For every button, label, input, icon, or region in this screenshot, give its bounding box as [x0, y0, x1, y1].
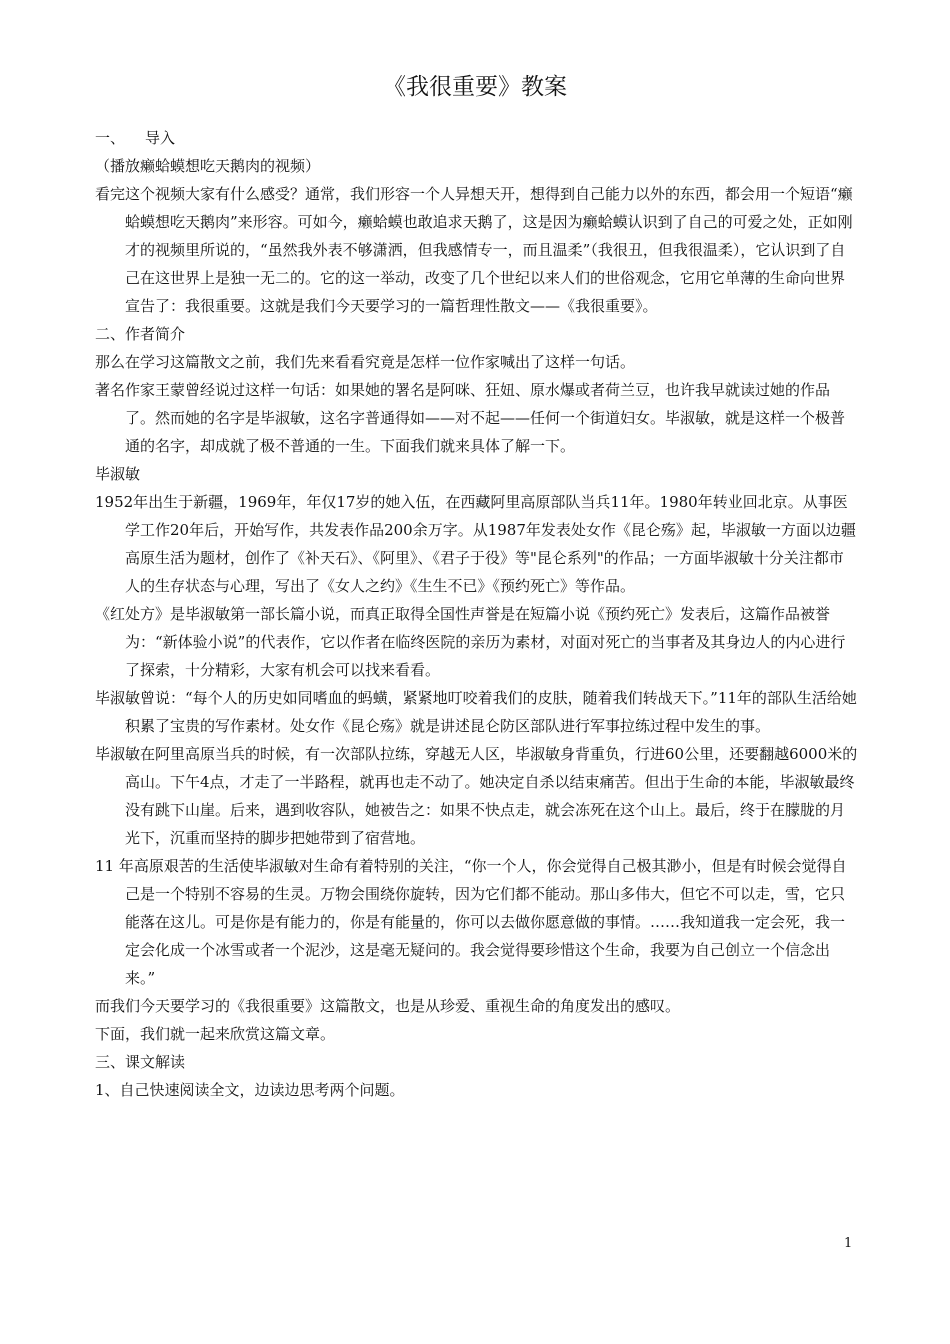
section-heading-author: 二、作者简介 [95, 325, 186, 343]
paragraph-bio: 1952年出生于新疆，1969年，年仅17岁的她入伍，在西藏阿里高原部队当兵11年。1980年转业回北京。从事医学工作20年后，开始写作，共发表作品200余万字。从1987年发表处女作《昆仑殇》起，毕淑敏一方面以边疆高原生活为题材，创作了《补天石》、《阿里》、《君子于役》等"昆仑系列"的作品；一方面毕淑敏十分关注都市人的生存状态与心理，写出了《女人之约》《生生不已》《预约死亡》等作品。 [95, 493, 856, 595]
section-number: 一、 [95, 129, 126, 147]
section-heading-intro [95, 124, 858, 152]
document-body [95, 124, 858, 1104]
section-label: 导入 [145, 129, 176, 147]
paragraph-cherish: 而我们今天要学习的《我很重要》这篇散文，也是从珍爱、重视生命的角度发出的感叹。 [95, 997, 681, 1015]
paragraph-next: 下面，我们就一起来欣赏这篇文章。 [95, 1025, 336, 1043]
paragraph-ali: 毕淑敏在阿里高原当兵的时候，有一次部队拉练，穿越无人区，毕淑敏身背重负，行进60公里，还要翻越6000米的高山。下午4点，才走了一半路程，就再也走不动了。她决定自杀以结束痛苦。但出于生命的本能，毕淑敏最终没有跳下山崖。后来，遇到收容队，她被告之：如果不快点走，就会冻死在这个山上。最后，终于在朦胧的月光下，沉重而坚持的脚步把她带到了宿营地。 [95, 745, 858, 847]
paragraph-before: 那么在学习这篇散文之前，我们先来看看究竟是怎样一位作家喊出了这样一句话。 [95, 353, 636, 371]
paragraph-intro: 看完这个视频大家有什么感受？通常，我们形容一个人异想天开，想得到自己能力以外的东西，都会用一个短语“癞蛤蟆想吃天鹅肉”来形容。可如今，癞蛤蟆也敢追求天鹅了，这是因为癞蛤蟆认识到了自己的可爱之处，正如刚才的视频里所说的，“虽然我外表不够潇洒，但我感情专一，而且温柔”（我很丑，但我很温柔），它认识到了自己在这世界上是独一无二的。它的这一举动，改变了几个世纪以来人们的世俗观念，它用它单薄的生命向世界宣告了：我很重要。这就是我们今天要学习的一篇哲理性散文——《我很重要》。 [95, 185, 853, 315]
paragraph-11-years: 11 年高原艰苦的生活使毕淑敏对生命有着特别的关注，“你一个人，你会觉得自己极其渺小，但是有时候会觉得自己是一个特别不容易的生灵。万物会围绕你旋转，因为它们都不能动。那山多伟大，但它不可以走，雪，它只能落在这儿。可是你是有能力的，你是有能量的，你可以去做你愿意做的事情。……我知道我一定会死，我一定会化成一个冰雪或者一个泥沙，这是毫无疑问的。我会觉得要珍惜这个生命，我要为自己创立一个信念出来。” [95, 857, 847, 987]
paragraph-hongchufang: 《红处方》是毕淑敏第一部长篇小说，而真正取得全国性声誉是在短篇小说《预约死亡》发表后，这篇作品被誉为：“新体验小说”的代表作，它以作者在临终医院的亲历为素材，对面对死亡的当事者及其身边人的内心进行了探索，十分精彩，大家有机会可以找来看看。 [95, 605, 846, 679]
paragraph-quote: 毕淑敏曾说：“每个人的历史如同嗜血的蚂蟥，紧紧地叮咬着我们的皮肤，随着我们转战天下。”11年的部队生活给她积累了宝贵的写作素材。处女作《昆仑殇》就是讲述昆仑防区部队进行军事拉练过程中发生的事。 [95, 689, 857, 735]
section-heading-reading: 三、课文解读 [95, 1053, 186, 1071]
paragraph-read-task: 1、自己快速阅读全文，边读边思考两个问题。 [95, 1081, 405, 1099]
paragraph-wangmeng: 著名作家王蒙曾经说过这样一句话：如果她的署名是阿咪、狂妞、原水爆或者荷兰豆，也许我早就读过她的作品了。然而她的名字是毕淑敏，这名字普通得如——对不起——任何一个街道妇女。毕淑敏，就是这样一个极普通的名字，却成就了极不普通的一生。下面我们就来具体了解一下。 [95, 381, 846, 455]
paragraph-author-name: 毕淑敏 [95, 465, 141, 483]
page-title: 《我很重要》教案 [383, 74, 567, 100]
paragraph-video-note: （播放癞蛤蟆想吃天鹅肉的视频） [95, 157, 321, 175]
page-number: 1 [844, 1236, 853, 1251]
